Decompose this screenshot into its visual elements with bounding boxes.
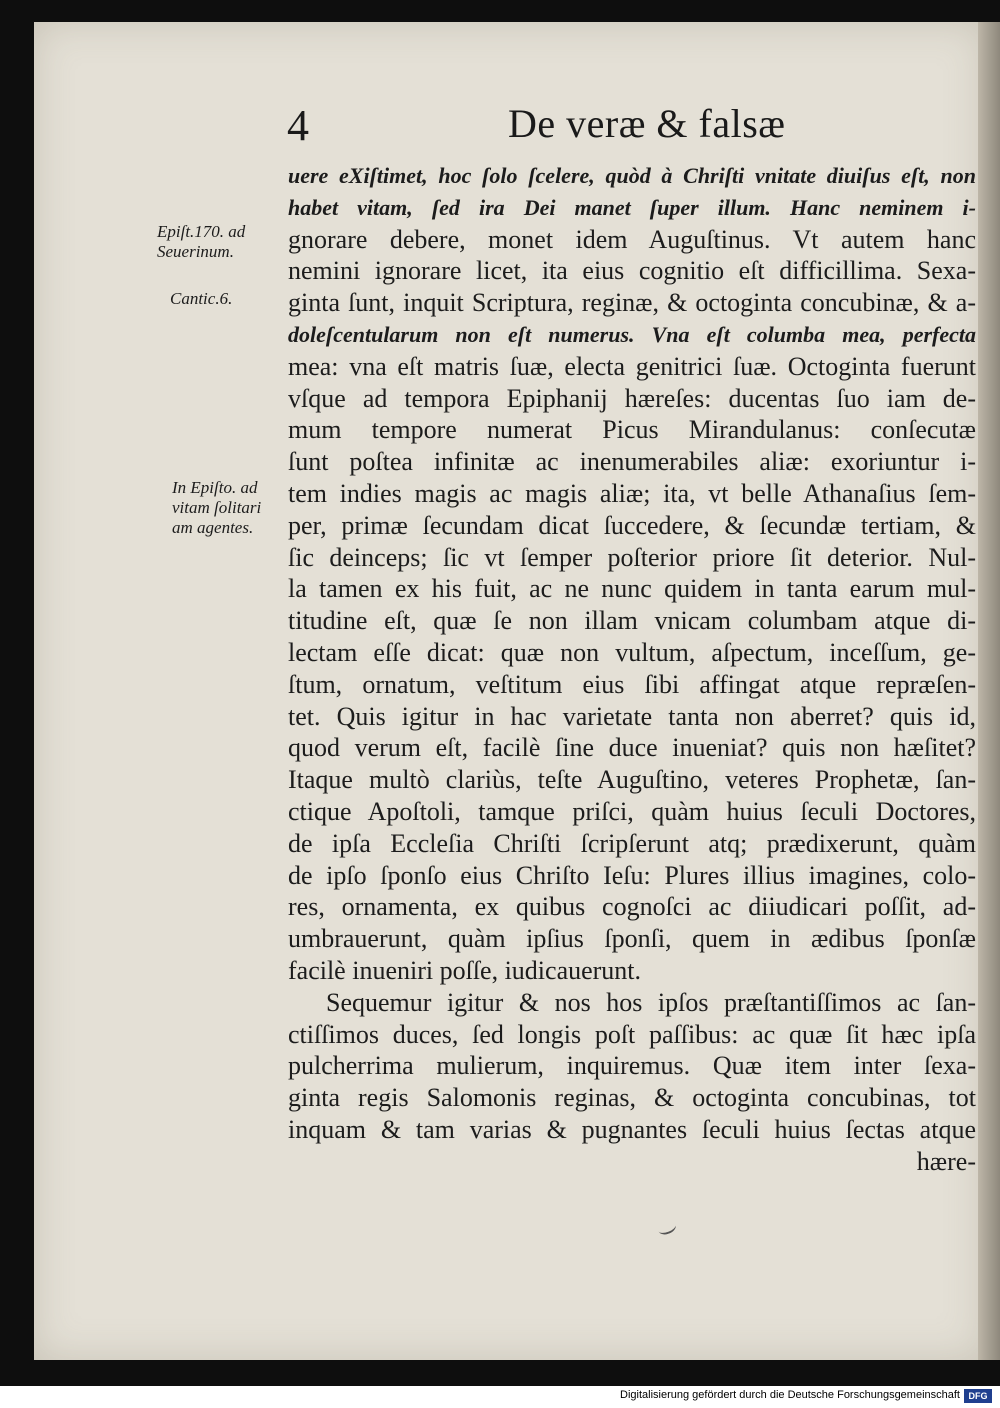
text-line: ctique Apoſtoli, tamque priſci, quàm huius ſeculi Doctores, [288, 796, 976, 826]
margin-note-cantic-6 [170, 289, 232, 309]
margin-note-line: am agentes. [172, 518, 254, 537]
margin-note-line: Seuerinum. [157, 242, 234, 261]
margin-note-line: vitam ſolitari [172, 498, 262, 517]
text-line: de ipſo ſponſo eius Chriſto Ieſu: Plures illius imagines, colo- [288, 860, 976, 890]
text-line: per, primæ ſecundam dicat ſuccedere, & ſecundæ tertiam, & [288, 510, 976, 540]
text-line: Sequemur igitur & nos hos ipſos præſtantiſſimos ac ſan- [326, 987, 976, 1017]
text-line: quod verum eſt, facilè ſine duce inueniat? quis non hæſitet? [288, 733, 976, 763]
text-line: ginta regis Salomonis reginas, & octoginta concubinas, tot [288, 1083, 976, 1113]
text-line: Itaque multò clariùs, teſte Auguſtino, veteres Prophetæ, ſan- [288, 765, 976, 795]
text-line: umbrauerunt, quàm ipſius ſponſi, quem in ædibus ſponſæ [288, 924, 976, 954]
text-line: mum tempore numerat Picus Mirandulanus: conſecutæ [288, 415, 976, 445]
text-line: ginta ſunt, inquit Scriptura, reginæ, & octoginta concubinæ, & a- [288, 288, 976, 318]
text-line: de ipſa Eccleſia Chriſti ſcripſerunt atq; prædixerunt, quàm [288, 828, 976, 858]
margin-note-line: Epiſt.170. ad [157, 222, 246, 241]
text-line: titudine eſt, quæ ſe non illam vnicam columbam atque di- [288, 606, 976, 636]
text-line: gnorare debere, monet idem Auguſtinus. Vt autem hanc [288, 224, 976, 254]
text-line: ſtum, ornatum, veſtitum eius ſibi affingat atque repræſen- [288, 669, 976, 699]
text-line: inquam & tam varias & pugnantes ſeculi huius ſectas atque [288, 1114, 976, 1144]
body-text [288, 160, 976, 1178]
margin-note-line: In Epiſto. ad [172, 478, 258, 497]
text-line: doleſcentularum non eſt numerus. Vna eſt columba mea, perfecta [288, 321, 976, 347]
text-line: la tamen ex his fuit, ac ne nunc quidem in tanta earum mul- [288, 574, 976, 604]
text-line: ſunt poſtea infinitæ ac inenumerabiles aliæ: exoriuntur i- [288, 447, 976, 477]
text-line: lectam eſſe dicat: quæ non vultum, aſpectum, inceſſum, ge- [288, 637, 976, 667]
page-number: 4 [287, 101, 309, 150]
text-line: ctiſſimos duces, ſed longis poſt paſſibus: ac quæ ſit hæc ipſa [288, 1019, 976, 1049]
margin-note-epist-170 [157, 222, 245, 262]
text-line: uere eXiſtimet, hoc ſolo ſcelere, quòd à Chriſti vnitate diuiſus eſt, non [288, 163, 976, 188]
text-line: ſic deinceps; ſic vt ſemper poſterior priore ſit deterior. Nul- [288, 542, 976, 572]
running-title: De veræ & falsæ [508, 101, 786, 146]
text-line: pulcherrima mulierum, inquiremus. Quæ item inter ſexa- [288, 1051, 976, 1081]
digitization-credit: Digitalisierung gefördert durch die Deutsche Forschungsgemeinschaft [620, 1389, 960, 1401]
page-edge [978, 22, 1000, 1360]
margin-note-in-episto [172, 478, 261, 538]
dfg-logo: DFG [964, 1389, 992, 1403]
margin-note-line: Cantic.6. [170, 289, 233, 308]
text-line: facilè inueniri poſſe, iudicauerunt. [288, 955, 642, 985]
text-line: vſque ad tempora Epiphanij hæreſes: ducentas ſuo iam de- [288, 383, 976, 413]
text-line: tet. Quis igitur in hac varietate tanta non aberret? quis id, [288, 701, 976, 731]
text-line: habet vitam, ſed ira Dei manet ſuper illum. Hanc neminem i- [288, 194, 976, 220]
text-line: res, ornamenta, ex quibus cognoſci ac diiudicari poſſit, ad- [288, 892, 976, 922]
text-line: mea: vna eſt matris ſuæ, electa genitrici ſuæ. Octoginta fuerunt [288, 351, 976, 381]
text-line: hære- [916, 1146, 976, 1176]
text-line: tem indies magis ac magis aliæ; ita, vt belle Athanaſius ſem- [288, 478, 976, 508]
text-line: nemini ignorare licet, ita eius cognitio eſt difficillima. Sexa- [288, 256, 976, 286]
